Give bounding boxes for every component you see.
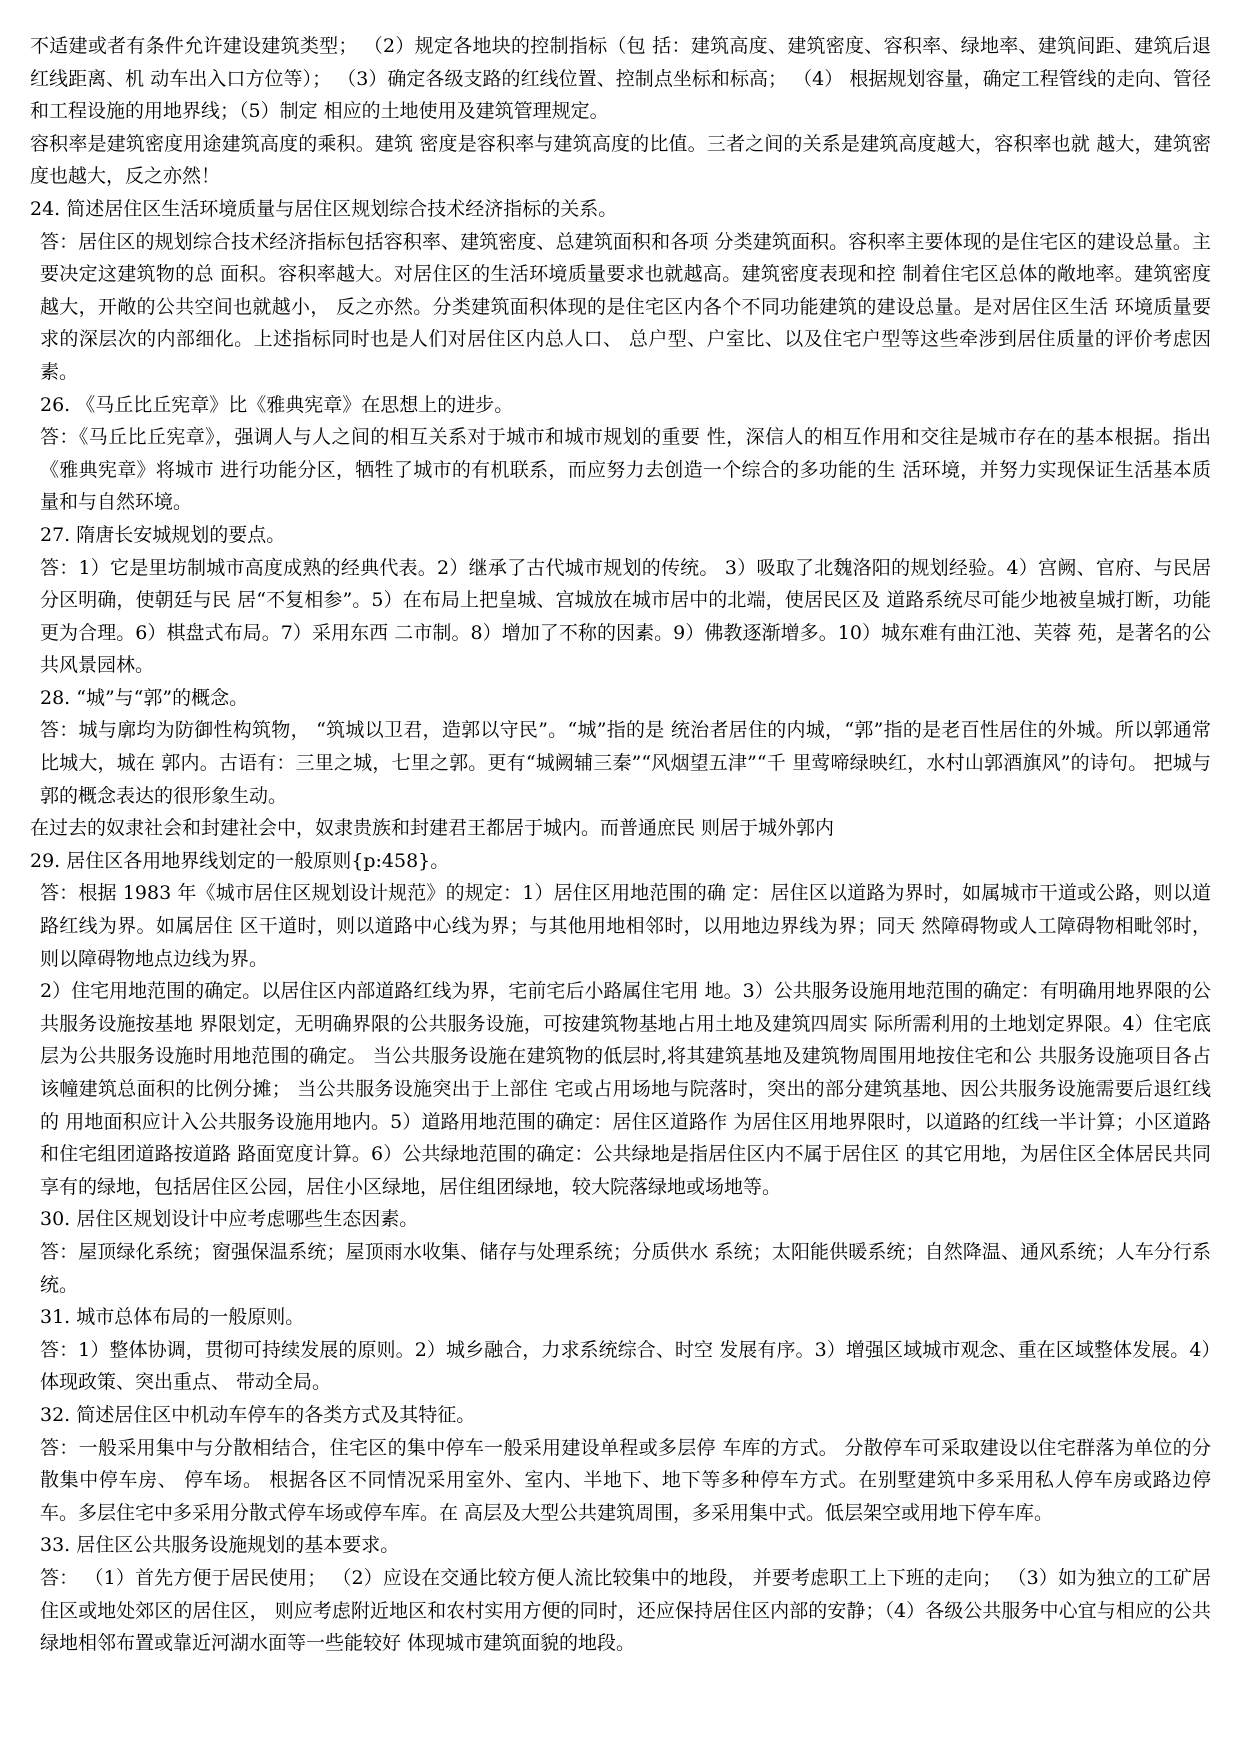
answer-paragraph: 答： （1）首先方便于居民使用； （2）应设在交通比较方便人流比较集中的地段， 并要考虑职工上下班的走向； （3）如为独立的工矿居住区或地处郊区的居住区， 则应考虑附近地区和农村实用方便的同时，还应保持居住区内部的安静；（4）各级公共服务中心宜与相应的公共绿地相邻布置或靠近河湖水面等一些能较好 体现城市建筑面貌的地段。 (40, 1566, 1211, 1655)
question-heading: 24. 简述居住区生活环境质量与居住区规划综合技术经济指标的关系。 (30, 197, 618, 220)
answer-paragraph: 2）住宅用地范围的确定。以居住区内部道路红线为界，宅前宅后小路属住宅用 地。3）公共服务设施用地范围的确定：有明确用地界限的公共服务设施按基地 界限划定，无明确界限的公共服务设施，可按建筑物基地占用土地及建筑四周实 际所需利用的土地划定界限。4）住宅底层为公共服务设施时用地范围的确定。 当公共服务设施在建筑物的低层时,将其建筑基地及建筑物周围用地按住宅和公 共服务设施项目各占该幢建筑总面积的比例分摊； 当公共服务设施突出于上部住 宅或占用场地与院落时，突出的部分建筑基地、因公共服务设施需要后退红线的 用地面积应计入公共服务设施用地内。5）道路用地范围的确定：居住区道路作 为居住区用地界限时，以道路的红线一半计算；小区道路和住宅组团道路按道路 路面宽度计算。6）公共绿地范围的确定：公共绿地是指居住区内不属于居住区 的其它用地，为居住区全体居民共同享有的绿地，包括居住区公园，居住小区绿地，居住组团绿地，较大院落绿地或场地等。 (40, 980, 1211, 1198)
question-heading: 29. 居住区各用地界线划定的一般原则{p:458}。 (30, 849, 450, 872)
question-heading: 26. 《马丘比丘宪章》比《雅典宪章》在思想上的进步。 (40, 393, 514, 416)
question-heading: 28. “城”与“郭”的概念。 (40, 686, 249, 709)
question-heading: 31. 城市总体布局的一般原则。 (40, 1306, 305, 1329)
answer-paragraph: 答：根据 1983 年《城市居住区规划设计规范》的规定：1）居住区用地范围的确 定：居住区以道路为界时，如属城市干道或公路，则以道路红线为界。如属居住 区干道时，则以道路中心线为界；与其他用地相邻时，以用地边界线为界；同天 然障碍物或人工障碍物相毗邻时，则以障碍物地点边线为界。 (40, 882, 1211, 970)
question-heading: 32. 简述居住区中机动车停车的各类方式及其特征。 (40, 1403, 476, 1426)
answer-paragraph: 答：居住区的规划综合技术经济指标包括容积率、建筑密度、总建筑面积和各项 分类建筑面积。容积率主要体现的是住宅区的建设总量。主要决定这建筑物的总 面积。容积率越大。对居住区的生活环境质量要求也就越高。建筑密度表现和控 制着住宅区总体的敞地率。建筑密度越大，开敞的公共空间也就越小， 反之亦然。分类建筑面积体现的是住宅区内各个不同功能建筑的建设总量。是对居住区生活 环境质量要求的深层次的内部细化。上述指标同时也是人们对居住区内总人口、 总户型、户室比、以及住宅户型等这些牵涉到居住质量的评价考虑因素。 (40, 230, 1211, 383)
paragraph: 在过去的奴隶社会和封建社会中，奴隶贵族和封建君王都居于城内。而普通庶民 则居于城外郭内 (30, 817, 835, 840)
answer-paragraph: 答：屋顶绿化系统；窗强保温系统；屋顶雨水收集、储存与处理系统；分质供水 系统；太阳能供暖系统；自然降温、通风系统；人车分行系统。 (40, 1240, 1211, 1296)
question-heading: 33. 居住区公共服务设施规划的基本要求。 (40, 1534, 400, 1557)
answer-paragraph: 答：城与廓均为防御性构筑物， “筑城以卫君，造郭以守民”。“城”指的是 统治者居住的内城，“郭”指的是老百性居住的外城。所以郭通常比城大，城在 郭内。古语有：三里之城，七里之郭。更有“城阙辅三秦”“风烟望五津”“千 里莺啼绿映红，水村山郭酒旗风”的诗句。 把城与郭的概念表达的很形象生动。 (40, 719, 1211, 807)
answer-paragraph: 答：一般采用集中与分散相结合，住宅区的集中停车一般采用建设单程或多层停 车库的方式。 分散停车可采取建设以住宅群落为单位的分散集中停车房、 停车场。 根据各区不同情况采用室外、室内、半地下、地下等多种停车方式。在别墅建筑中多采用私人停车房或路边停车。多层住宅中多采用分散式停车场或停车库。在 高层及大型公共建筑周围，多采用集中式。低层架空或用地下停车库。 (40, 1436, 1211, 1524)
paragraph: 不适建或者有条件允许建设建筑类型； （2）规定各地块的控制指标（包 括：建筑高度、建筑密度、容积率、绿地率、建筑间距、建筑后退红线距离、机 动车出入口方位等）； （3）确定各级支路的红线位置、控制点坐标和标高； （4） 根据规划容量，确定工程管线的走向、管径和工程设施的用地界线；（5）制定 相应的土地使用及建筑管理规定。 (30, 35, 1211, 123)
answer-paragraph: 答：1）整体协调，贯彻可持续发展的原则。2）城乡融合，力求系统综合、时空 发展有序。3）增强区域城市观念、重在区域整体发展。4）体现政策、突出重点、 带动全局。 (40, 1338, 1211, 1394)
question-heading: 27. 隋唐长安城规划的要点。 (40, 523, 286, 546)
answer-paragraph: 答：《马丘比丘宪章》，强调人与人之间的相互关系对于城市和城市规划的重要 性，深信人的相互作用和交往是城市存在的基本根据。指出《雅典宪章》将城市 进行功能分区，牺牲了城市的有机联系，而应努力去创造一个综合的多功能的生 活环境，并努力实现保证生活基本质量和与自然环境。 (40, 426, 1211, 514)
paragraph: 容积率是建筑密度用途建筑高度的乘积。建筑 密度是容积率与建筑高度的比值。三者之间的关系是建筑高度越大，容积率也就 越大，建筑密度也越大，反之亦然！ (30, 132, 1211, 188)
answer-paragraph: 答：1）它是里坊制城市高度成熟的经典代表。2）继承了古代城市规划的传统。 3）吸取了北魏洛阳的规划经验。4）宫阙、官府、与民居分区明确，使朝廷与民 居“不复相参”。5）在布局上把皇城、宫城放在城市居中的北端，使居民区及 道路系统尽可能少地被皇城打断，功能更为合理。6）棋盘式布局。7）采用东西 二市制。8）增加了不称的因素。9）佛教逐渐增多。10）城东难有曲江池、芙蓉 苑，是著名的公共风景园林。 (40, 556, 1211, 677)
question-heading: 30. 居住区规划设计中应考虑哪些生态因素。 (40, 1208, 419, 1231)
